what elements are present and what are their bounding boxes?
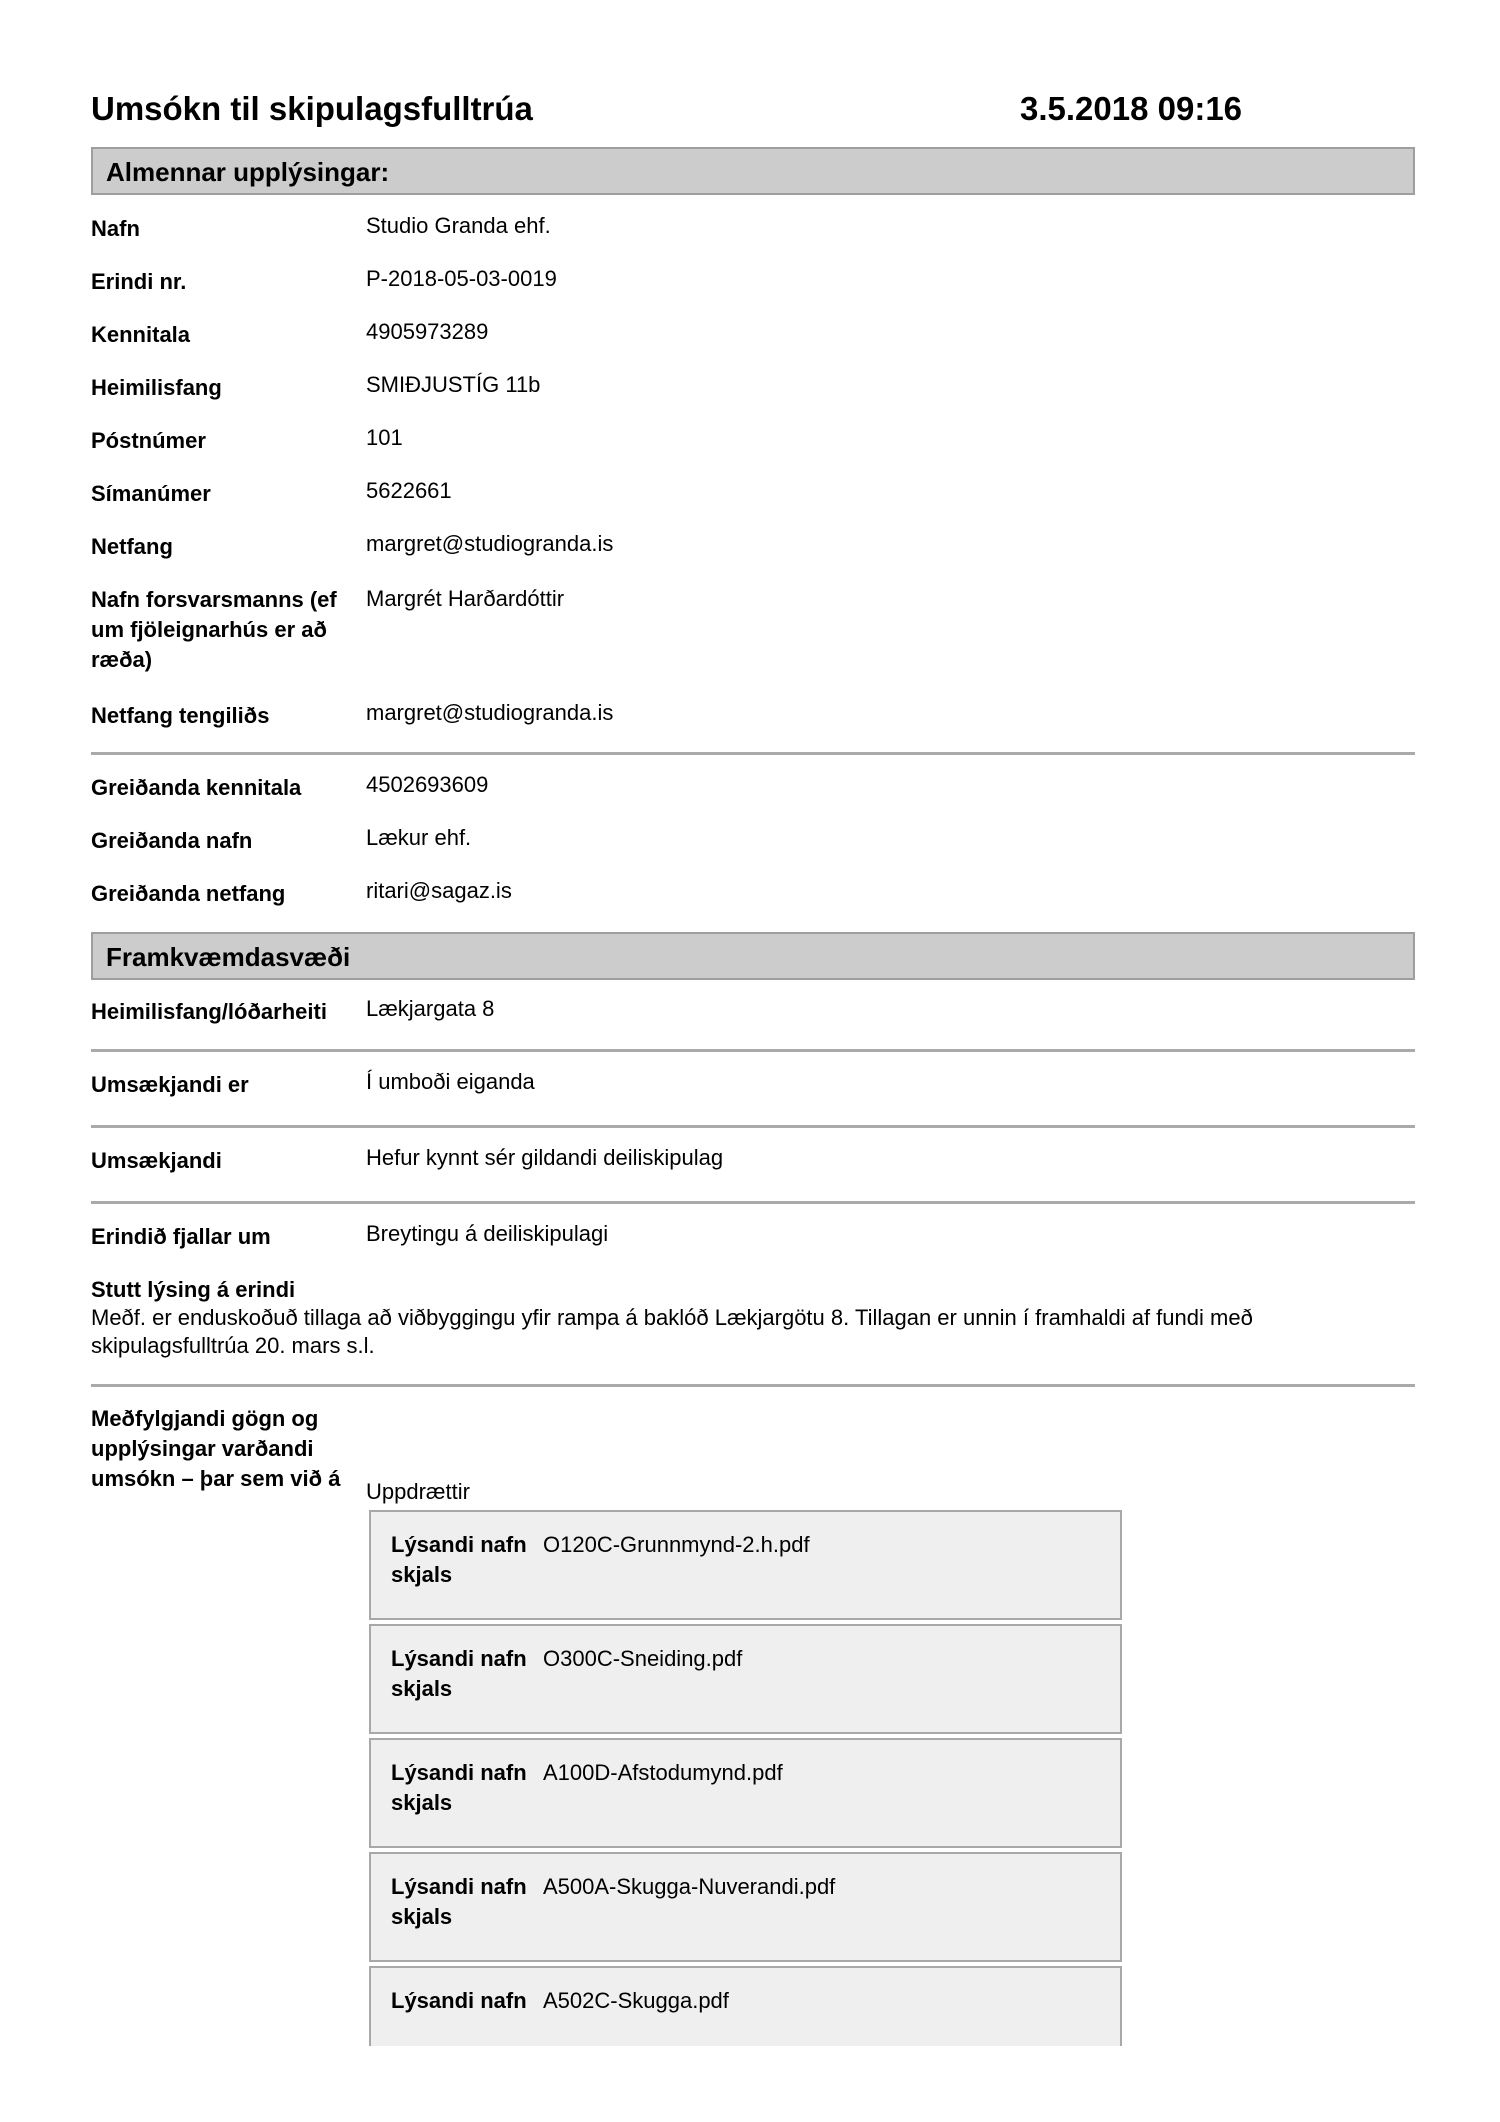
attachments-group-label: Uppdrættir bbox=[366, 1479, 470, 1504]
lot-label: Heimilisfang/lóðarheiti bbox=[91, 999, 327, 1024]
address-label: Heimilisfang bbox=[91, 375, 222, 400]
subject-label: Erindið fjallar um bbox=[91, 1224, 271, 1249]
attachment-file-name: O120C-Grunnmynd-2.h.pdf bbox=[543, 1532, 810, 1557]
document-title: Umsókn til skipulagsfulltrúa bbox=[91, 90, 533, 127]
payer-name-value: Lækur ehf. bbox=[366, 825, 472, 850]
divider bbox=[91, 1201, 1415, 1204]
divider bbox=[91, 1125, 1415, 1128]
payer-email-label: Greiðanda netfang bbox=[91, 881, 286, 906]
applicant-is-value: Í umboði eiganda bbox=[366, 1069, 535, 1094]
email-label: Netfang bbox=[91, 534, 173, 559]
address-value: SMIÐJUSTÍG 11b bbox=[366, 372, 541, 397]
contact-email-value: margret@studiogranda.is bbox=[366, 700, 614, 725]
case-no-value: P-2018-05-03-0019 bbox=[366, 266, 557, 291]
divider bbox=[91, 752, 1415, 755]
phone-label: Símanúmer bbox=[91, 481, 211, 506]
attachment-item bbox=[369, 1852, 1122, 1962]
attachment-file-label: Lýsandi nafn bbox=[391, 1988, 527, 2013]
payer-kennitala-label: Greiðanda kennitala bbox=[91, 775, 302, 800]
section-header-area bbox=[91, 932, 1415, 980]
applicant-is-label: Umsækjandi er bbox=[91, 1072, 249, 1097]
attachments-label: Meðfylgjandi gögn og upplýsingar varðandi umsókn – þar sem við á bbox=[91, 1406, 341, 1491]
divider bbox=[91, 1384, 1415, 1387]
description-label: Stutt lýsing á erindi bbox=[91, 1277, 296, 1302]
attachment-file-name: A500A-Skugga-Nuverandi.pdf bbox=[543, 1874, 836, 1899]
document-date: 3.5.2018 09:16 bbox=[1020, 90, 1243, 127]
case-no-label: Erindi nr. bbox=[91, 269, 187, 294]
phone-value: 5622661 bbox=[366, 478, 452, 503]
subject-value: Breytingu á deiliskipulagi bbox=[366, 1221, 609, 1246]
lot-value: Lækjargata 8 bbox=[366, 996, 495, 1021]
postcode-value: 101 bbox=[366, 425, 403, 450]
name-label: Nafn bbox=[91, 216, 140, 241]
attachment-item bbox=[369, 1966, 1122, 2046]
section-header-general bbox=[91, 147, 1415, 195]
contact-email-label: Netfang tengiliðs bbox=[91, 703, 270, 728]
payer-kennitala-value: 4502693609 bbox=[366, 772, 489, 797]
attachment-file-name: A100D-Afstodumynd.pdf bbox=[543, 1760, 783, 1785]
attachment-file-label: Lýsandi nafn skjals bbox=[391, 1760, 527, 1815]
attachment-file-name: A502C-Skugga.pdf bbox=[543, 1988, 729, 2013]
applicant-label: Umsækjandi bbox=[91, 1148, 222, 1173]
applicant-value: Hefur kynnt sér gildandi deiliskipulag bbox=[366, 1145, 724, 1170]
representative-label: Nafn forsvarsmanns (ef um fjöleignarhús er að ræða) bbox=[91, 587, 337, 672]
attachment-item bbox=[369, 1738, 1122, 1848]
section-title: Almennar upplýsingar: bbox=[106, 157, 390, 187]
attachment-item bbox=[369, 1510, 1122, 1620]
kennitala-label: Kennitala bbox=[91, 322, 191, 347]
representative-value: Margrét Harðardóttir bbox=[366, 586, 565, 611]
section-title: Framkvæmdasvæði bbox=[106, 942, 351, 972]
postcode-label: Póstnúmer bbox=[91, 428, 206, 453]
payer-email-value: ritari@sagaz.is bbox=[366, 878, 512, 903]
attachment-file-name: O300C-Sneiding.pdf bbox=[543, 1646, 743, 1671]
description-text: Meðf. er enduskoðuð tillaga að viðbyggingu yfir rampa á baklóð Lækjargötu 8. Tillagan er unnin í framhaldi af fundi með skipulagsfulltrúa 20. mars s.l. bbox=[91, 1305, 1253, 1358]
email-value: margret@studiogranda.is bbox=[366, 531, 614, 556]
attachment-item bbox=[369, 1624, 1122, 1734]
attachment-file-label: Lýsandi nafn skjals bbox=[391, 1646, 527, 1701]
payer-name-label: Greiðanda nafn bbox=[91, 828, 253, 853]
divider bbox=[91, 1049, 1415, 1052]
attachment-file-label: Lýsandi nafn skjals bbox=[391, 1532, 527, 1587]
name-value: Studio Granda ehf. bbox=[366, 213, 551, 238]
kennitala-value: 4905973289 bbox=[366, 319, 489, 344]
attachment-file-label: Lýsandi nafn skjals bbox=[391, 1874, 527, 1929]
